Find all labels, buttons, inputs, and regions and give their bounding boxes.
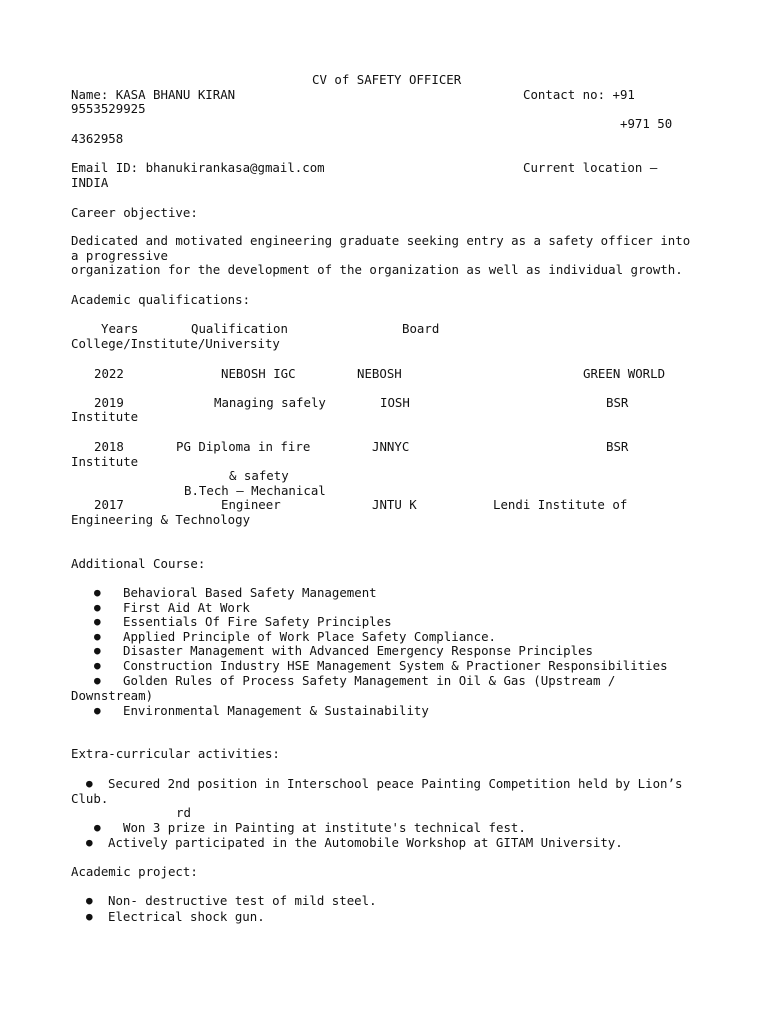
phone-number-2-part2: 4362958: [71, 131, 124, 146]
bullet: ●: [94, 630, 101, 643]
bullet: ●: [86, 910, 93, 923]
course-item: Behavioral Based Safety Management: [123, 585, 377, 600]
row-2017-board: JNTU K: [372, 497, 417, 512]
course-item-cont: Downstream): [71, 688, 154, 703]
additional-heading: Additional Course:: [71, 556, 206, 571]
location-value: INDIA: [71, 175, 109, 190]
row-2019-college: BSR: [606, 395, 629, 410]
row-2018-college-cont: Institute: [71, 454, 139, 469]
project-item: Electrical shock gun.: [108, 909, 265, 924]
row-2018-college: BSR: [606, 439, 629, 454]
bullet: ●: [94, 704, 101, 717]
row-2022-board: NEBOSH: [357, 366, 402, 381]
academic-heading: Academic qualifications:: [71, 292, 251, 307]
career-line-1: Dedicated and motivated engineering graduate seeking entry as a safety officer into: [71, 233, 691, 248]
bullet: ●: [94, 601, 101, 614]
career-line-3: organization for the development of the organization as well as individual growth.: [71, 262, 683, 277]
project-heading: Academic project:: [71, 864, 198, 879]
ordinal-suffix: rd: [176, 805, 191, 820]
bullet: ●: [86, 836, 93, 849]
bullet: ●: [94, 586, 101, 599]
row-2017-college: Lendi Institute of: [493, 497, 628, 512]
row-2017-year: 2017: [94, 497, 124, 512]
phone-number-2-part1: +971 50: [620, 116, 673, 131]
row-2022-year: 2022: [94, 366, 124, 381]
row-2019-qualification: Managing safely: [214, 395, 326, 410]
phone-number-1: 9553529925: [71, 101, 146, 116]
row-2019-board: IOSH: [380, 395, 410, 410]
row-2022-college: GREEN WORLD: [583, 366, 666, 381]
course-item: Construction Industry HSE Management System & Practioner Responsibilities: [123, 658, 668, 673]
extra-item-2: Won 3 prize in Painting at institute's technical fest.: [123, 820, 526, 835]
col-header-years: Years: [101, 321, 139, 336]
row-2019-college-cont: Institute: [71, 409, 139, 424]
row-2017-qualification-pre: B.Tech – Mechanical: [184, 483, 326, 498]
bullet: ●: [94, 659, 101, 672]
course-item: Applied Principle of Work Place Safety Compliance.: [123, 629, 496, 644]
cv-title: CV of SAFETY OFFICER: [312, 72, 462, 87]
course-item: First Aid At Work: [123, 600, 250, 615]
row-2017-college-cont: Engineering & Technology: [71, 512, 251, 527]
contact-label: Contact no: +91: [523, 87, 635, 102]
row-2022-qualification: NEBOSH IGC: [221, 366, 296, 381]
col-header-college: College/Institute/University: [71, 336, 280, 351]
email-line: Email ID: bhanukirankasa@gmail.com: [71, 160, 325, 175]
row-2018-qualification-cont: & safety: [229, 468, 289, 483]
location-label: Current location –: [523, 160, 658, 175]
bullet: ●: [94, 644, 101, 657]
col-header-board: Board: [402, 321, 440, 336]
course-item: Environmental Management & Sustainability: [123, 703, 429, 718]
row-2019-year: 2019: [94, 395, 124, 410]
row-2017-qualification: Engineer: [221, 497, 281, 512]
project-item: Non- destructive test of mild steel.: [108, 893, 377, 908]
course-item: Essentials Of Fire Safety Principles: [123, 614, 392, 629]
extra-item-1-cont: Club.: [71, 791, 109, 806]
bullet: ●: [94, 615, 101, 628]
extra-heading: Extra-curricular activities:: [71, 746, 280, 761]
name-line: Name: KASA BHANU KIRAN: [71, 87, 236, 102]
bullet: ●: [94, 821, 101, 834]
bullet: ●: [86, 894, 93, 907]
row-2018-year: 2018: [94, 439, 124, 454]
extra-item-3: Actively participated in the Automobile Workshop at GITAM University.: [108, 835, 623, 850]
col-header-qualification: Qualification: [191, 321, 288, 336]
bullet: ●: [86, 777, 93, 790]
career-line-2: a progressive: [71, 248, 168, 263]
bullet: ●: [94, 674, 101, 687]
row-2018-board: JNNYC: [372, 439, 410, 454]
extra-item-1: Secured 2nd position in Interschool peace Painting Competition held by Lion’s: [108, 776, 683, 791]
course-item: Golden Rules of Process Safety Management in Oil & Gas (Upstream /: [123, 673, 616, 688]
course-item: Disaster Management with Advanced Emergency Response Principles: [123, 643, 593, 658]
row-2018-qualification: PG Diploma in fire: [176, 439, 311, 454]
career-heading: Career objective:: [71, 205, 198, 220]
